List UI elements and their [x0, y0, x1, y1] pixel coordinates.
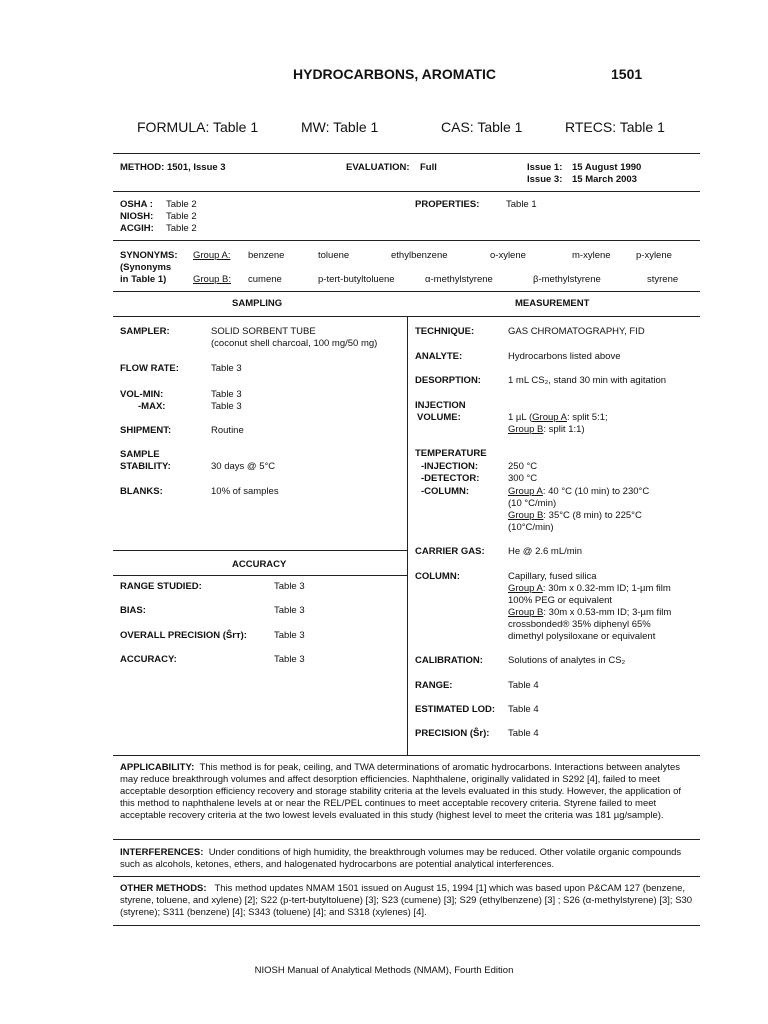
stability-label-2: STABILITY: — [120, 461, 171, 472]
injection-group-a: Group A — [532, 412, 567, 423]
col-temp-label: -COLUMN: — [421, 486, 470, 497]
injection-value-pre: 1 µL ( — [508, 412, 533, 423]
overall-precision-value: Table 3 — [274, 630, 305, 641]
synonym-item: β-methylstyrene — [533, 274, 601, 285]
group-b-label: Group B: — [193, 274, 232, 285]
column-a-2: 100% PEG or equivalent — [508, 595, 613, 606]
vol-min-value: Table 3 — [211, 389, 242, 400]
divider — [113, 839, 700, 840]
column-b-2: crossbonded® 35% diphenyl 65% — [508, 619, 651, 630]
injection-value-post: : split 5:1; — [567, 412, 608, 423]
niosh-label: NIOSH: — [120, 211, 154, 222]
other-methods-label: OTHER METHODS: — [120, 883, 207, 894]
properties-value: Table 1 — [506, 199, 537, 210]
blanks-value: 10% of samples — [211, 486, 279, 497]
issue1-label: Issue 1: — [527, 162, 563, 173]
synonym-item: m-xylene — [572, 250, 611, 261]
niosh-value: Table 2 — [166, 211, 197, 222]
divider — [113, 291, 700, 292]
col-temp-b-2: (10°C/min) — [508, 522, 554, 533]
col-temp-a-text: : 40 °C (10 min) to 230°C — [542, 486, 650, 497]
evaluation-value: Full — [420, 162, 437, 173]
column-group-a: Group A — [508, 583, 543, 594]
synonym-item: benzene — [248, 250, 285, 261]
applicability-text: This method is for peak, ceiling, and TWA determinations of aromatic hydrocarbons. Interactions between analytes may reduce breakthrough volumes and affect desorption efficiencies. Naphthalene, originally validated in S292 [4], failed to meet acceptable desorption efficiency recovery and storage stability criteria at the levels evaluated in this study. However, the application of this method to naphthalene levels at or near the REL/PEL continues to meet acceptable recovery criteria. Styrene failed to meet acceptable recovery criteria at the two lowest levels evaluated in this study (highest level to meet the criteria was 181 µg/sample). — [120, 762, 681, 821]
sampler-label: SAMPLER: — [120, 326, 170, 337]
sampler-value-2: (coconut shell charcoal, 100 mg/50 mg) — [211, 338, 378, 349]
synonym-item: ethylbenzene — [391, 250, 448, 261]
method-label: METHOD: 1501, Issue 3 — [120, 162, 226, 173]
column-a — [508, 583, 671, 595]
carrier-gas-label: CARRIER GAS: — [415, 546, 485, 557]
col-temp-b — [508, 510, 642, 522]
desorption-value: 1 mL CS₂, stand 30 min with agitation — [508, 375, 667, 386]
overall-precision-label: OVERALL PRECISION (Ŝrт): — [120, 630, 247, 641]
injection-label-2: VOLUME: — [417, 412, 461, 423]
vol-min-label: VOL-MIN: — [120, 389, 164, 400]
column-b-text: : 30m x 0.53-mm ID; 3-µm film — [543, 607, 672, 618]
acgih-value: Table 2 — [166, 223, 197, 234]
applicability-label: APPLICABILITY: — [120, 762, 195, 773]
bias-label: BIAS: — [120, 605, 146, 616]
range-value: Table 4 — [508, 680, 539, 691]
synonyms-label: SYNONYMS: — [120, 250, 178, 261]
col-temp-a-2: (10 °C/min) — [508, 498, 557, 509]
precision-label: PRECISION (Ŝr): — [415, 728, 490, 739]
lod-value: Table 4 — [508, 704, 539, 715]
flow-rate-label: FLOW RATE: — [120, 363, 179, 374]
calibration-value: Solutions of analytes in CS₂ — [508, 655, 626, 666]
col-temp-b-text: : 35°C (8 min) to 225°C — [543, 510, 642, 521]
col-temp-a — [508, 486, 649, 498]
range-studied-value: Table 3 — [274, 581, 305, 592]
divider — [113, 925, 700, 926]
column-a-text: : 30m x 0.32-mm ID; 1-µm film — [542, 583, 671, 594]
divider — [113, 240, 700, 241]
accuracy-value: Table 3 — [274, 654, 305, 665]
inj-temp-value: 250 °C — [508, 461, 538, 472]
cas-field: CAS: Table 1 — [441, 119, 523, 135]
column-b-3: dimethyl polysiloxane or equivalent — [508, 631, 656, 642]
accuracy-label: ACCURACY: — [120, 654, 177, 665]
evaluation-label: EVALUATION: — [346, 162, 410, 173]
range-studied-label: RANGE STUDIED: — [120, 581, 202, 592]
column-b — [508, 607, 671, 619]
issue1-value: 15 August 1990 — [572, 162, 642, 173]
precision-value: Table 4 — [508, 728, 539, 739]
vol-max-label: -MAX: — [138, 401, 166, 412]
synonym-item: styrene — [647, 274, 679, 285]
stability-value: 30 days @ 5°C — [211, 461, 276, 472]
injection-value-2 — [508, 424, 585, 436]
desorption-label: DESORPTION: — [415, 375, 481, 386]
divider — [113, 153, 700, 154]
footer: NIOSH Manual of Analytical Methods (NMAM), Fourth Edition — [254, 965, 514, 976]
column-label: COLUMN: — [415, 571, 460, 582]
technique-label: TECHNIQUE: — [415, 326, 475, 337]
stability-label: SAMPLE — [120, 449, 160, 460]
synonym-item: toluene — [318, 250, 350, 261]
inj-temp-label: -INJECTION: — [421, 461, 478, 472]
interferences-text: Under conditions of high humidity, the breakthrough volumes may be reduced. Other volatile organic compounds such as alcohols, ketones, ethers, and halogenated hydrocarbons are potential analytical interferences. — [120, 847, 682, 870]
injection-value — [508, 412, 608, 424]
sampler-value: SOLID SORBENT TUBE — [211, 326, 316, 337]
method-number: 1501 — [611, 66, 643, 82]
divider — [113, 550, 407, 551]
col-temp-group-a: Group A — [508, 486, 543, 497]
vol-max-value: Table 3 — [211, 401, 242, 412]
range-label: RANGE: — [415, 680, 453, 691]
interferences-label: INTERFERENCES: — [120, 847, 204, 858]
synonym-item: cumene — [248, 274, 282, 285]
rtecs-field: RTECS: Table 1 — [565, 119, 665, 135]
synonym-item: p-tert-butyltoluene — [318, 274, 395, 285]
acgih-label: ACGIH: — [120, 223, 154, 234]
synonym-item: p-xylene — [636, 250, 672, 261]
divider — [113, 876, 700, 877]
injection-group-b: Group B — [508, 424, 544, 435]
interferences-paragraph — [120, 847, 698, 871]
column-value: Capillary, fused silica — [508, 571, 597, 582]
lod-label: ESTIMATED LOD: — [415, 704, 496, 715]
issue3-label: Issue 3: — [527, 174, 563, 185]
synonyms-label-2: (Synonyms — [120, 262, 172, 273]
analyte-value: Hydrocarbons listed above — [508, 351, 621, 362]
shipment-value: Routine — [211, 425, 244, 436]
column-divider — [407, 316, 408, 755]
injection-value-2-post: : split 1:1) — [543, 424, 585, 435]
bias-value: Table 3 — [274, 605, 305, 616]
synonyms-label-3: in Table 1) — [120, 274, 167, 285]
temperature-label: TEMPERATURE — [415, 448, 487, 459]
analyte-label: ANALYTE: — [415, 351, 463, 362]
page-title: HYDROCARBONS, AROMATIC — [293, 66, 496, 82]
other-methods-paragraph — [120, 883, 698, 919]
measurement-heading: MEASUREMENT — [515, 298, 590, 309]
technique-value: GAS CHROMATOGRAPHY, FID — [508, 326, 645, 337]
formula-field: FORMULA: Table 1 — [137, 119, 259, 135]
properties-label: PROPERTIES: — [415, 199, 480, 210]
osha-label: OSHA : — [120, 199, 153, 210]
group-a-label: Group A: — [193, 250, 231, 261]
synonym-item: α-methylstyrene — [425, 274, 493, 285]
mw-field: MW: Table 1 — [301, 119, 379, 135]
calibration-label: CALIBRATION: — [415, 655, 483, 666]
issue3-value: 15 March 2003 — [572, 174, 637, 185]
col-temp-group-b: Group B — [508, 510, 544, 521]
shipment-label: SHIPMENT: — [120, 425, 172, 436]
accuracy-heading: ACCURACY — [232, 559, 287, 570]
injection-label: INJECTION — [415, 400, 466, 411]
divider — [113, 191, 700, 192]
blanks-label: BLANKS: — [120, 486, 163, 497]
other-methods-text: This method updates NMAM 1501 issued on August 15, 1994 [1] which was based upon P&CAM 127 (benzene, styrene, toluene, and xylene) [2]; S22 (p-tert-butyltoluene) [3]; S23 (cumene) [3]; S29 (ethylbenzene) [3] ; S26 (α-methylstyrene) [3]; S30 (styrene); S311 (benzene) [4]; S343 (toluene) [4]; and S318 (xylenes) [4]. — [120, 883, 693, 918]
column-group-b: Group B — [508, 607, 544, 618]
det-temp-value: 300 °C — [508, 473, 538, 484]
sampling-heading: SAMPLING — [232, 298, 283, 309]
applicability-paragraph — [120, 762, 698, 822]
det-temp-label: -DETECTOR: — [421, 473, 480, 484]
flow-rate-value: Table 3 — [211, 363, 242, 374]
synonym-item: o-xylene — [490, 250, 526, 261]
carrier-gas-value: He @ 2.6 mL/min — [508, 546, 583, 557]
divider — [113, 755, 700, 756]
osha-value: Table 2 — [166, 199, 197, 210]
divider — [113, 575, 407, 576]
